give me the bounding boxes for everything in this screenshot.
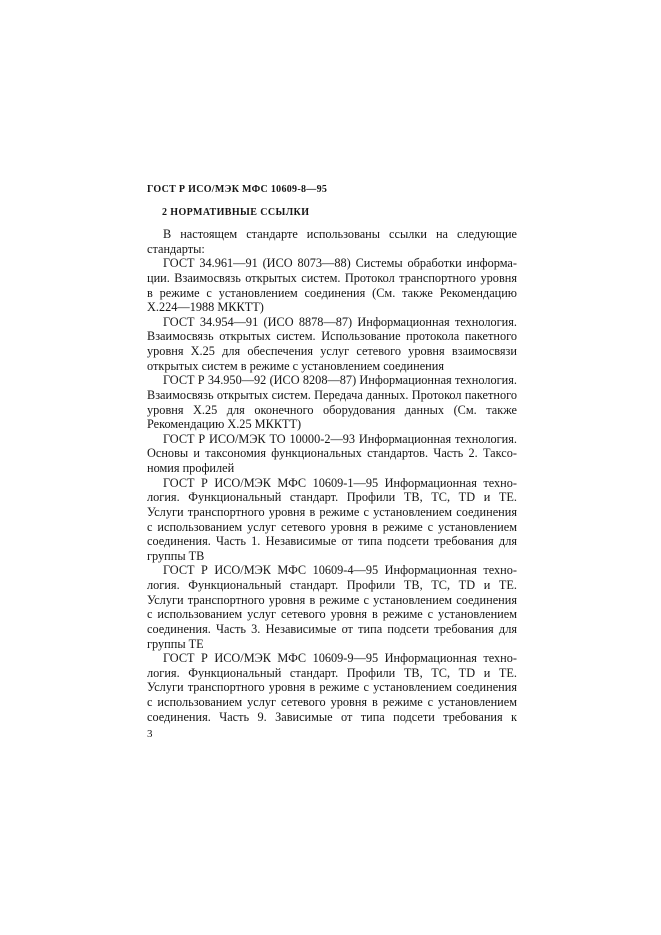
text-line: логия. Функциональный стандарт. Профили ТВ, ТС, TD и ТЕ. xyxy=(147,665,517,680)
text-line: Взаимосвязь открытых систем. Использование протокола пакетного xyxy=(147,329,517,344)
text-line: Х.224—1988 МККТТ) xyxy=(147,300,264,315)
text-line: ГОСТ Р ИСО/МЭК МФС 10609-4—95 Информационная техно- xyxy=(163,563,517,578)
text-line: ции. Взаимосвязь открытых систем. Протокол транспортного уровня xyxy=(147,270,517,285)
reference-paragraph xyxy=(147,651,517,724)
text-line: Рекомендацию Х.25 МККТТ) xyxy=(147,417,302,432)
document-header: ГОСТ Р ИСО/МЭК МФС 10609-8—95 xyxy=(147,184,328,195)
text-line: соединения. Часть 3. Независимые от типа подсети требования для xyxy=(147,621,517,636)
reference-paragraph xyxy=(147,563,517,651)
references-body xyxy=(147,227,517,724)
text-line: группы ТВ xyxy=(147,548,205,563)
text-line: стандарты: xyxy=(147,241,205,256)
text-line: номия профилей xyxy=(147,461,235,475)
section-title: 2 НОРМАТИВНЫЕ ССЫЛКИ xyxy=(162,207,310,218)
text-line: логия. Функциональный стандарт. Профили ТВ, ТС, TD и ТЕ. xyxy=(147,490,517,505)
text-line: уровня Х.25 для обеспечения услуг сетевого уровня взаимосвязи xyxy=(147,344,517,358)
reference-paragraph xyxy=(147,227,517,256)
text-line: с использованием услуг сетевого уровня в режиме с установлением xyxy=(147,519,517,534)
text-line: соединения. Часть 1. Независимые от типа подсети требования для xyxy=(147,534,517,549)
text-line: ГОСТ Р ИСО/МЭК МФС 10609-9—95 Информационная техно- xyxy=(163,651,517,666)
reference-paragraph xyxy=(147,256,517,315)
text-line: ГОСТ Р ИСО/МЭК ТО 10000-2—93 Информационная технология. xyxy=(163,431,517,446)
text-line: группы ТЕ xyxy=(147,636,204,651)
text-line: открытых систем в режиме с установлением соединения xyxy=(147,358,444,373)
reference-paragraph xyxy=(147,373,517,432)
text-line: соединения. Часть 9. Зависимые от типа подсети требования к xyxy=(147,709,517,724)
reference-paragraph xyxy=(147,476,517,564)
text-line: Услуги транспортного уровня в режиме с установлением соединения xyxy=(147,504,517,519)
reference-paragraph xyxy=(147,432,517,476)
text-line: уровня Х.25 для оконечного оборудования данных (См. также xyxy=(147,402,517,417)
text-line: ГОСТ Р ИСО/МЭК МФС 10609-1—95 Информационная техно- xyxy=(163,475,517,490)
text-line: Взаимосвязь открытых систем. Передача данных. Протокол пакетного xyxy=(147,387,517,402)
text-line: Услуги транспортного уровня в режиме с установлением соединения xyxy=(147,592,517,607)
text-line: в режиме с установлением соединения (См. также Рекомендацию xyxy=(147,285,517,300)
text-line: Услуги транспортного уровня в режиме с установлением соединения xyxy=(147,680,517,695)
text-line: ГОСТ Р 34.950—92 (ИСО 8208—87) Информационная технология. xyxy=(163,373,517,388)
reference-paragraph xyxy=(147,315,517,374)
text-line: ГОСТ 34.954—91 (ИСО 8878—87) Информационная технология. xyxy=(163,314,517,329)
text-line: ГОСТ 34.961—91 (ИСО 8073—88) Системы обработки информа- xyxy=(163,256,517,271)
text-line: логия. Функциональный стандарт. Профили ТВ, ТС, TD и ТЕ. xyxy=(147,578,517,592)
text-line: с использованием услуг сетевого уровня в режиме с установлением xyxy=(147,695,517,709)
text-line: В настоящем стандарте использованы ссылки на следующие xyxy=(163,227,517,241)
page-number: 3 xyxy=(147,728,153,740)
text-line: Основы и таксономия функциональных стандартов. Часть 2. Таксо- xyxy=(147,446,517,461)
text-line: с использованием услуг сетевого уровня в режиме с установлением xyxy=(147,607,517,622)
